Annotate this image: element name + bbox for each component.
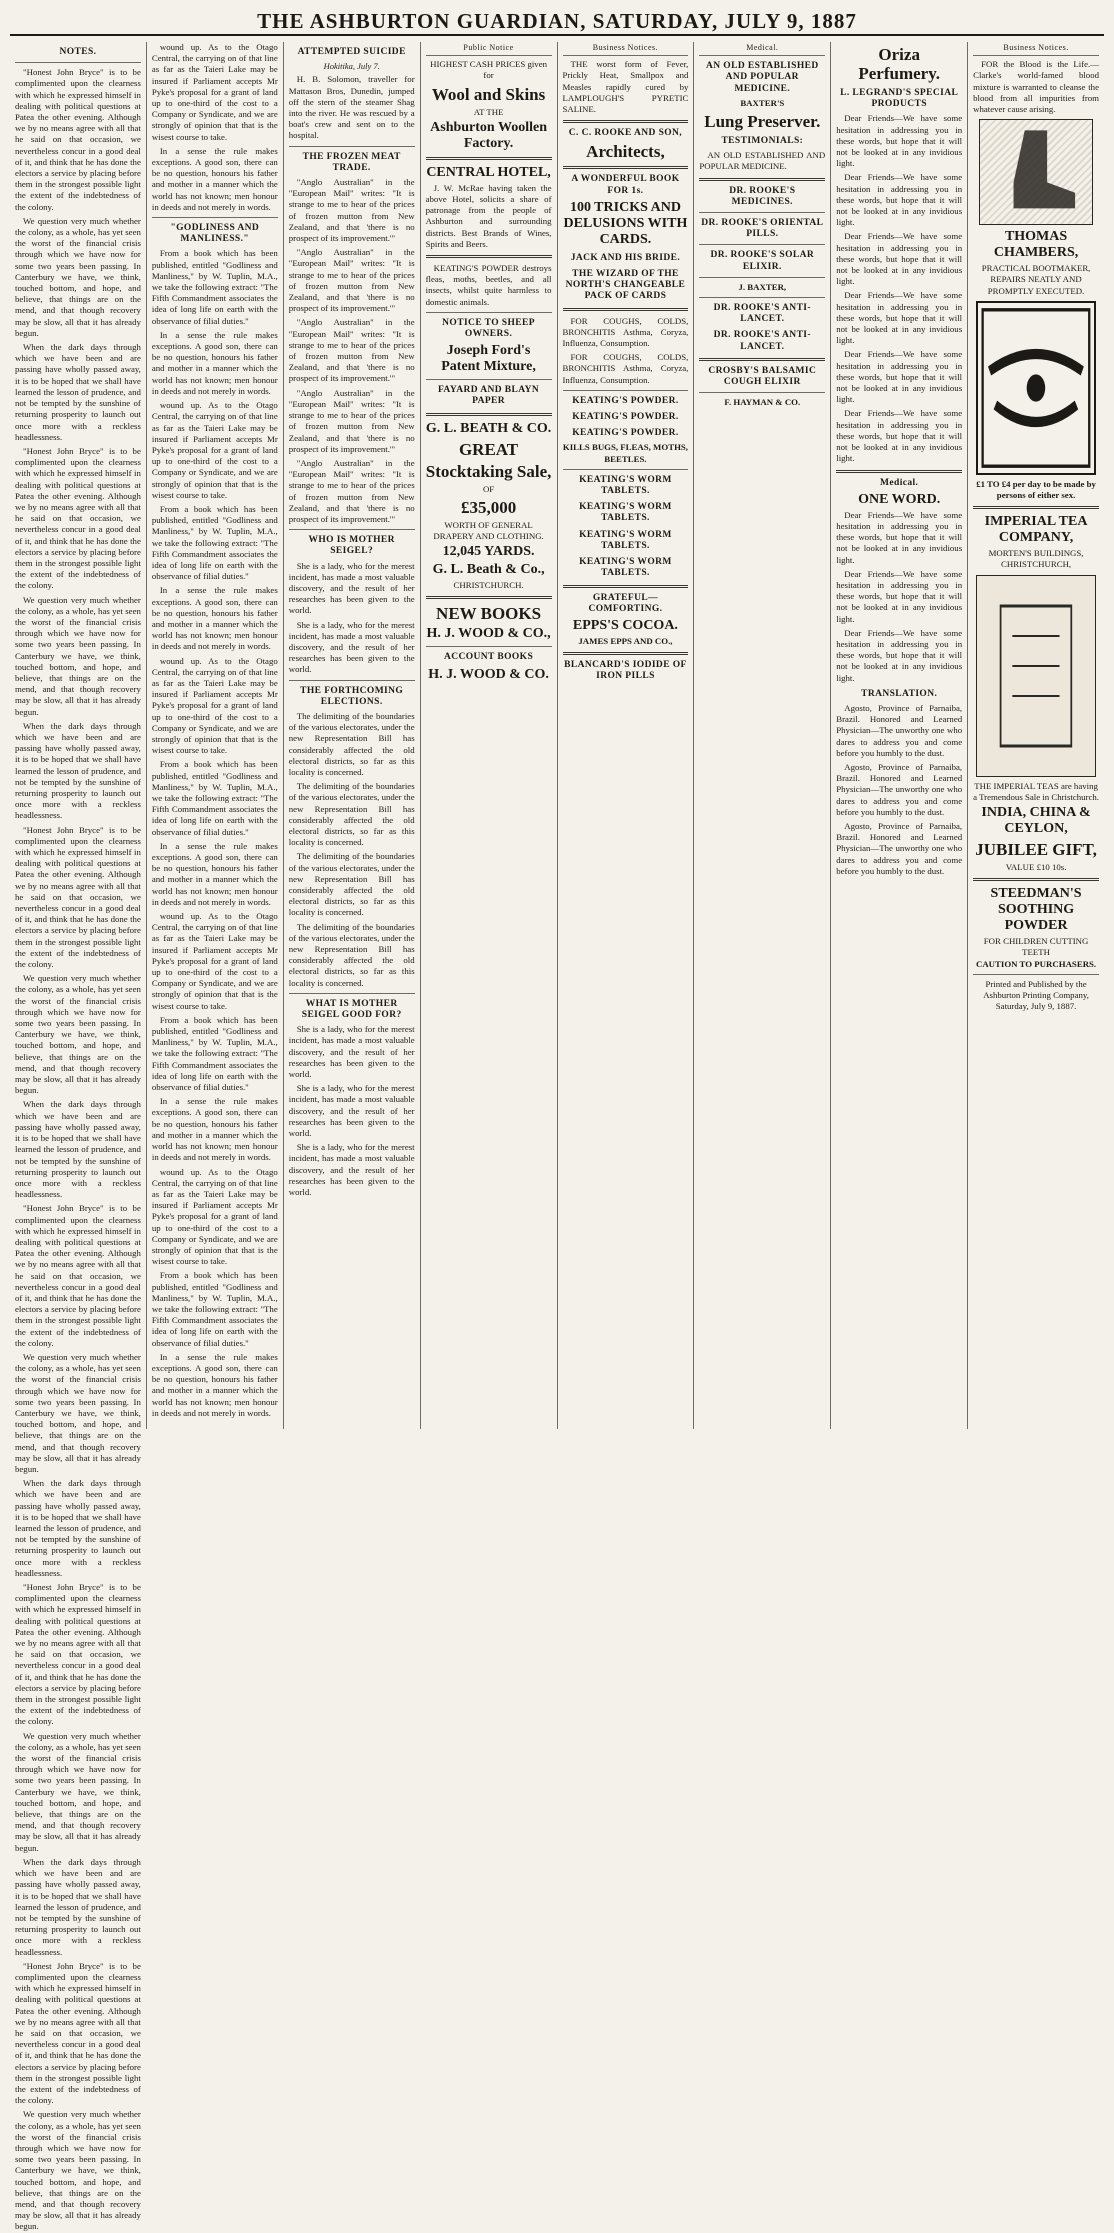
article-paragraph: She is a lady, who for the merest incident, has made a most valuable discovery, and the result of her researches has been given to the world. xyxy=(288,1142,415,1198)
ad-heading: GRATEFUL—COMFORTING. xyxy=(588,592,663,614)
ad-text: THE worst form of Fever, Prickly Heat, Smallpox and Measles rapidly cured by LAMPLOUGH'S PYRETIC SALINE. xyxy=(562,59,689,115)
article-paragraph: "Anglo Australian" in the "European Mail" writes: "It is strange to me to hear of the prices of frozen mutton from New Zealand, and that 'there is no prospect of its improvement.'" xyxy=(288,387,415,454)
ad-heading: C. C. ROOKE AND SON, xyxy=(568,128,683,139)
ad-headline: THOMAS CHAMBERS, xyxy=(993,229,1079,261)
article-paragraph: She is a lady, who for the merest incident, has made a most valuable discovery, and the result of her researches has been given to the world. xyxy=(288,1024,415,1080)
article-paragraph: From a book which has been published, entitled "Godliness and Manliness," by W. Tuplin, M.A., we take the following extract: "The Fifth Commandment associates the idea of long life on earth with the observance of filial duties." xyxy=(151,1270,278,1348)
article-paragraph: In a sense the rule makes exceptions. A good son, there can be no question, honours his father and mother in a manner which the world has not known; men honour in deeds and not merely in words. xyxy=(151,1096,278,1163)
ad-headline: JUBILEE GIFT, xyxy=(975,840,1097,860)
ad-heading: DR. ROOKE'S MEDICINES. xyxy=(729,185,796,207)
column-2 xyxy=(147,42,284,1429)
article-paragraph: "Anglo Australian" in the "European Mail" writes: "It is strange to me to hear of the prices of frozen mutton from New Zealand, and that 'there is no prospect of its improvement.'" xyxy=(288,177,415,244)
ad-heading: NOTICE TO SHEEP OWNERS. xyxy=(442,317,535,340)
article-paragraph: The delimiting of the boundaries of the various electorates, under the new Representation Bill has considerably affected the old electoral districts, so far as this locality is concerned. xyxy=(288,710,415,777)
ad-heading: TESTIMONIALS: xyxy=(721,136,804,147)
article-paragraph: wound up. As to the Otago Central, the carrying on of that line as far as the Taieri Lake may be insured if Parliament accepts Mr Pyke's proposal for a grant of land up to one-third of the cost to a Company or Syndicate, and we are strongly of opinion that that is the wisest course to take. xyxy=(151,400,278,500)
divider xyxy=(152,217,278,218)
article-paragraph: When the dark days through which we have been and are passing have wholly passed away, it is to be hoped that we shall have learned the lesson of prudence, and not be tempted by the sunshine of returning prosperity to launch out once more with a reckless headlessness. xyxy=(15,1099,141,1200)
imprint: Printed and Published by the Ashburton Printing Company, Saturday, July 9, 1887. xyxy=(983,978,1089,1012)
ad-line: F. HAYMAN & CO. xyxy=(724,397,801,408)
ad-line: OF xyxy=(482,483,495,494)
ad-heading: KEATING'S POWDER. xyxy=(572,412,679,423)
ad-heading: DR. ROOKE'S SOLAR ELIXIR. xyxy=(710,250,815,272)
ad-headline: G. L. Beath & Co., xyxy=(432,562,545,578)
trade-mark-icon xyxy=(977,576,1095,776)
article-paragraph: In a sense the rule makes exceptions. A good son, there can be no question, honours his father and mother in a manner which the world has not known; men honour in deeds and not merely in words. xyxy=(151,585,278,652)
article-paragraph: We question very much whether the colony, as a whole, has yet seen the worst of the financial crisis through which we have now for some two years been passing. In Canterbury we have, we think, touched bottom, and hope, and believe, that things are on the mend, and that though recovery may be slow, all that it has already begun. xyxy=(15,1730,141,1853)
ad-text: FOR the Blood is the Life.—Clarke's world-famed blood mixture is warranted to cleanse the blood from all impurities from whatever cause arising. xyxy=(973,59,1099,115)
ad-line: CHRISTCHURCH, xyxy=(1000,559,1072,570)
ad-heading: DR. ROOKE'S ORIENTAL PILLS. xyxy=(701,218,824,240)
divider xyxy=(289,680,415,681)
section-heading: Medical. xyxy=(880,477,919,488)
article-heading: "GODLINESS AND MANLINESS." xyxy=(170,223,260,245)
column-header: Medical. xyxy=(699,42,825,56)
section-heading: TRANSLATION. xyxy=(861,688,938,699)
article-paragraph: "Honest John Bryce" is to be complimented upon the clearness with which he expressed himself in dealing with political questions at Patea the other evening. Although we by no means agree with all that he said on that occasion, we nevertheless concur in a good deal of it, and think that he has done the electors a service by placing before them in the strongest possible light the extent of the indebtedness of the colony. xyxy=(15,67,141,212)
article-paragraph: She is a lady, who for the merest incident, has made a most valuable discovery, and the result of her researches has been given to the world. xyxy=(288,560,415,616)
divider xyxy=(563,652,689,655)
ad-headline: 100 TRICKS AND DELUSIONS WITH CARDS. xyxy=(563,199,688,247)
ad-heading: ACCOUNT BOOKS xyxy=(443,652,534,663)
ad-text: Dear Friends—We have some hesitation in addressing you in these words, but hope that it will not be looked at in any invidious light. xyxy=(836,172,963,228)
article-paragraph: The delimiting of the boundaries of the various electorates, under the new Representation Bill has considerably affected the old electoral districts, so far as this locality is concerned. xyxy=(288,921,415,988)
ad-headline: Ashburton Woollen Factory. xyxy=(430,119,547,151)
divider xyxy=(563,390,689,391)
ad-headline: INDIA, CHINA & CEYLON, xyxy=(981,805,1091,837)
article-paragraph: In a sense the rule makes exceptions. A good son, there can be no question, honours his father and mother in a manner which the world has not known; men honour in deeds and not merely in words. xyxy=(151,840,278,907)
ad-line: VALUE £10 10s. xyxy=(1005,862,1067,873)
column-4 xyxy=(421,42,558,1429)
ad-line: MORTEN'S BUILDINGS, xyxy=(988,548,1084,559)
ad-heading: KEATING'S WORM TABLETS. xyxy=(579,502,672,524)
ad-headline: G. L. BEATH & CO. xyxy=(425,420,552,436)
divider xyxy=(563,469,689,470)
watchmakers-seal xyxy=(976,301,1096,475)
article-paragraph: From a book which has been published, entitled "Godliness and Manliness," by W. Tuplin, M.A., we take the following extract: "The Fifth Commandment associates the idea of long life on earth with the observance of filial duties." xyxy=(151,1014,278,1093)
divider xyxy=(699,277,825,278)
article-heading: ATTEMPTED SUICIDE xyxy=(297,47,406,57)
ad-line: CHRISTCHURCH. xyxy=(453,580,524,591)
column-8 xyxy=(968,42,1104,1429)
article-paragraph: She is a lady, who for the merest incident, has made a most valuable discovery, and the result of her researches has been given to the world. xyxy=(288,1083,415,1139)
divider xyxy=(836,470,962,473)
article-paragraph: We question very much whether the colony, as a whole, has yet seen the worst of the financial crisis through which we have now for some two years been passing. In Canterbury we have, we think, touched bottom, and hope, and believe, that things are on the mend, and that though recovery may be slow, all that it has already begun. xyxy=(15,215,141,338)
ad-heading: DR. ROOKE'S ANTI-LANCET. xyxy=(713,303,811,325)
divider xyxy=(973,878,1099,881)
ad-headline: Joseph Ford's Patent Mixture, xyxy=(441,343,536,375)
ad-line: £1 TO £4 per day to be made by persons of either sex. xyxy=(976,478,1096,501)
article-heading: THE FORTHCOMING ELECTIONS. xyxy=(300,685,404,707)
ad-headline: £35,000 xyxy=(460,497,517,517)
ad-headline: STEEDMAN'S SOOTHING POWDER xyxy=(990,886,1082,934)
column-1 xyxy=(10,42,147,2232)
ad-line: J. BAXTER, xyxy=(738,281,787,292)
ad-heading: KEATING'S POWDER. xyxy=(572,428,679,439)
ad-headline: ONE WORD. xyxy=(858,491,941,507)
boot-icon xyxy=(980,120,1092,224)
divider xyxy=(289,146,415,147)
column-7 xyxy=(831,42,968,1429)
divider xyxy=(699,358,825,361)
ad-line: HIGHEST CASH PRICES given for xyxy=(430,59,548,81)
article-paragraph: "Honest John Bryce" is to be complimented upon the clearness with which he expressed himself in dealing with political questions at Patea the other evening. Although we by no means agree with all that he said on that occasion, we nevertheless concur in a good deal of it, and think that he has done the electors a service by placing before them in the strongest possible light the extent of the indebtedness of the colony. xyxy=(15,824,141,970)
ad-headline: Lung Preserver. xyxy=(704,112,821,132)
article-paragraph: When the dark days through which we have been and are passing have wholly passed away, it is to be hoped that we shall have learned the lesson of prudence, and not be tempted by the sunshine of returning prosperity to launch out once more with a reckless headlessness. xyxy=(15,720,141,821)
article-paragraph: "Anglo Australian" in the "European Mail" writes: "It is strange to me to hear of the prices of frozen mutton from New Zealand, and that 'there is no prospect of its improvement.'" xyxy=(288,317,415,384)
article-paragraph: When the dark days through which we have been and are passing have wholly passed away, it is to be hoped that we shall have learned the lesson of prudence, and not be tempted by the sunshine of returning prosperity to launch out once more with a reckless headlessness. xyxy=(15,1856,141,1957)
article-paragraph: wound up. As to the Otago Central, the carrying on of that line as far as the Taieri Lake may be insured if Parliament accepts Mr Pyke's proposal for a grant of land up to one-third of the cost to a Company or Syndicate, and we are strongly of opinion that that is the wisest course to take. xyxy=(151,42,278,142)
article-paragraph: "Anglo Australian" in the "European Mail" writes: "It is strange to me to hear of the prices of frozen mutton from New Zealand, and that 'there is no prospect of its improvement.'" xyxy=(288,457,415,524)
ad-text: KEATING'S POWDER destroys fleas, moths, beetles, and all insects, whilst quite harmless to domestic animals. xyxy=(425,263,552,307)
article-heading: WHO IS MOTHER SEIGEL? xyxy=(308,535,395,557)
article-paragraph: "Honest John Bryce" is to be complimented upon the clearness with which he expressed himself in dealing with political questions at Patea the other evening. Although we by no means agree with all that he said on that occasion, we nevertheless concur in a good deal of it, and think that he has done the electors a service by placing before them in the strongest possible light the extent of the indebtedness of the colony. xyxy=(15,1203,141,1348)
divider xyxy=(563,120,689,123)
divider xyxy=(973,974,1099,975)
divider xyxy=(699,297,825,298)
article-paragraph: When the dark days through which we have been and are passing have wholly passed away, it is to be hoped that we shall have learned the lesson of prudence, and not be tempted by the sunshine of returning prosperity to launch out once more with a reckless headlessness. xyxy=(15,1478,141,1578)
ad-text: Agosto, Province of Parnaiba, Brazil. Honored and Learned Physician—The unworthy one who dares to address you and come before you humbly to the dust. xyxy=(836,820,963,876)
article-paragraph: wound up. As to the Otago Central, the carrying on of that line as far as the Taieri Lake may be insured if Parliament accepts Mr Pyke's proposal for a grant of land up to one-third of the cost to a Company or Syndicate, and we are strongly of opinion that that is the wisest course to take. xyxy=(151,1166,278,1267)
masthead xyxy=(10,8,1104,36)
divider xyxy=(699,212,825,213)
ad-text: Dear Friends—We have some hesitation in addressing you in these words, but hope that it will not be looked at in any invidious light. xyxy=(836,408,963,464)
ad-line: WORTH OF GENERAL DRAPERY AND CLOTHING. xyxy=(433,519,544,542)
article-paragraph: wound up. As to the Otago Central, the carrying on of that line as far as the Taieri Lake may be insured if Parliament accepts Mr Pyke's proposal for a grant of land up to one-third of the cost to a Company or Syndicate, and we are strongly of opinion that that is the wisest course to take. xyxy=(151,911,278,1011)
ad-line: THE IMPERIAL TEAS are having a Tremendous Sale in Christchurch. xyxy=(973,780,1099,802)
ad-text: Dear Friends—We have some hesitation in addressing you in these words, but hope that it will not be looked at in any invidious light. xyxy=(836,509,963,565)
divider xyxy=(973,506,1099,509)
article-paragraph: We question very much whether the colony, as a whole, has yet seen the worst of the financial crisis through which we have now for some two years been passing. In Canterbury we have, we think, touched bottom, and hope, and believe, that things are on the mend, and that though recovery may be slow, all that it has already begun. xyxy=(15,1351,141,1474)
ad-heading: CROSBY'S BALSAMIC COUGH ELIXIR xyxy=(708,365,817,388)
divider xyxy=(289,993,415,994)
divider xyxy=(699,244,825,245)
ad-text: Dear Friends—We have some hesitation in addressing you in these words, but hope that it will not be looked at in any invidious light. xyxy=(836,290,963,346)
column-3 xyxy=(284,42,421,1429)
column-header: Public Notice xyxy=(426,42,552,56)
ad-heading: BLANCARD'S IODIDE OF IRON PILLS xyxy=(564,660,687,682)
article-paragraph: She is a lady, who for the merest incident, has made a most valuable discovery, and the result of her researches has been given to the world. xyxy=(288,619,415,675)
ad-text: Dear Friends—We have some hesitation in addressing you in these words, but hope that it will not be looked at in any invidious light. xyxy=(836,113,963,169)
divider xyxy=(563,166,689,169)
divider xyxy=(563,585,689,588)
dateline: Hokitika, July 7. xyxy=(323,61,380,72)
ad-line: PRACTICAL BOOTMAKER, xyxy=(981,263,1091,274)
divider xyxy=(426,312,552,313)
ad-text: Agosto, Province of Parnaiba, Brazil. Honored and Learned Physician—The unworthy one who dares to address you and come before you humbly to the dust. xyxy=(836,761,963,817)
article-paragraph: We question very much whether the colony, as a whole, has yet seen the worst of the financial crisis through which we have now for some two years been passing. In Canterbury we have, we think, touched bottom, and hope, and believe, that things are on the mend, and that though recovery may be slow, all that it has already begun. xyxy=(15,2109,141,2232)
divider xyxy=(426,413,552,416)
ad-heading: AN OLD ESTABLISHED AND POPULAR MEDICINE. xyxy=(706,61,819,94)
divider xyxy=(15,62,141,63)
article-heading: THE FROZEN MEAT TRADE. xyxy=(302,151,401,173)
article-paragraph: "Honest John Bryce" is to be complimented upon the clearness with which he expressed himself in dealing with political questions at Patea the other evening. Although we by no means agree with all that he said on that occasion, we nevertheless concur in a good deal of it, and think that he has done the electors a service by placing before them in the strongest possible light the extent of the indebtedness of the colony. xyxy=(15,1582,141,1727)
ad-headline: EPPS'S COCOA. xyxy=(572,617,678,633)
ad-line: AT THE xyxy=(473,106,504,117)
column-header: Business Notices. xyxy=(563,42,689,56)
ad-text: Dear Friends—We have some hesitation in addressing you in these words, but hope that it will not be looked at in any invidious light. xyxy=(836,349,963,405)
trade-mark-illustration xyxy=(976,575,1096,777)
ad-heading: KEATING'S WORM TABLETS. xyxy=(579,529,672,551)
article-paragraph: The delimiting of the boundaries of the various electorates, under the new Representation Bill has considerably affected the old electoral districts, so far as this locality is concerned. xyxy=(288,851,415,918)
ad-line: KILLS BUGS, FLEAS, MOTHS, BEETLES. xyxy=(562,442,689,464)
ad-headline: Oriza Perfumery. xyxy=(858,45,941,83)
article-paragraph: We question very much whether the colony, as a whole, has yet seen the worst of the financial crisis through which we have now for some two years been passing. In Canterbury we have, we think, touched bottom, and hope, and believe, that things are on the mend, and that though recovery may be slow, all that it has already begun. xyxy=(15,973,141,1096)
ad-line: FOR CHILDREN CUTTING TEETH xyxy=(983,936,1089,958)
ad-text: Agosto, Province of Parnaiba, Brazil. Honored and Learned Physician—The unworthy one who dares to address you and come before you humbly to the dust. xyxy=(836,702,963,758)
article-paragraph: From a book which has been published, entitled "Godliness and Manliness," by W. Tuplin, M.A., we take the following extract: "The Fifth Commandment associates the idea of long life on earth with the observance of filial duties." xyxy=(151,248,278,326)
column-6 xyxy=(694,42,831,1429)
divider xyxy=(426,255,552,258)
ad-headline: GREAT xyxy=(458,439,519,459)
ad-heading: FAYARD AND BLAYN PAPER xyxy=(437,385,540,407)
article-paragraph: From a book which has been published, entitled "Godliness and Manliness," by W. Tuplin, M.A., we take the following extract: "The Fifth Commandment associates the idea of long life on earth with the observance of filial duties." xyxy=(151,503,278,582)
ad-line: CAUTION TO PURCHASERS. xyxy=(975,958,1097,969)
ad-text: Dear Friends—We have some hesitation in addressing you in these words, but hope that it will not be looked at in any invidious light. xyxy=(836,568,963,624)
ad-text: Dear Friends—We have some hesitation in addressing you in these words, but hope that it will not be looked at in any invidious light. xyxy=(836,627,963,683)
article-paragraph: "Anglo Australian" in the "European Mail" writes: "It is strange to me to hear of the prices of frozen mutton from New Zealand, and that 'there is no prospect of its improvement.'" xyxy=(288,247,415,314)
ad-heading: KEATING'S WORM TABLETS. xyxy=(579,557,672,579)
ad-headline: H. J. WOOD & CO., xyxy=(426,626,551,642)
ad-text: Dear Friends—We have some hesitation in addressing you in these words, but hope that it will not be looked at in any invidious light. xyxy=(836,231,963,287)
boot-engraving xyxy=(979,119,1093,225)
ad-heading: THE WIZARD OF THE NORTH'S CHANGEABLE PACK OF CARDS xyxy=(565,269,686,302)
divider xyxy=(563,308,689,311)
column-header: Business Notices. xyxy=(973,42,1099,56)
ad-headline: Wool and Skins xyxy=(431,84,546,104)
article-paragraph: H. B. Solomon, traveller for Mattason Bros, Dunedin, jumped off the stern of the steamer Shag into the river. He was rescued by a boat's crew and sent on to the hospital. xyxy=(288,74,415,141)
article-paragraph: In a sense the rule makes exceptions. A good son, there can be no question, honours his father and mother in a manner which the world has not known; men honour in deeds and not merely in words. xyxy=(151,329,278,396)
article-paragraph: From a book which has been published, entitled "Godliness and Manliness," by W. Tuplin, M.A., we take the following extract: "The Fifth Commandment associates the idea of long life on earth with the observance of filial duties." xyxy=(151,759,278,837)
ad-headline: Architects, xyxy=(586,142,665,162)
divider xyxy=(426,157,552,160)
ad-heading: KEATING'S POWDER. xyxy=(572,395,679,406)
article-paragraph: When the dark days through which we have been and are passing have wholly passed away, it is to be hoped that we shall have learned the lesson of prudence, and not be tempted by the sunshine of returning prosperity to launch out once more with a reckless headlessness. xyxy=(15,342,141,442)
ad-heading: DR. ROOKE'S ANTI-LANCET. xyxy=(713,330,811,352)
article-paragraph: In a sense the rule makes exceptions. A good son, there can be no question, honours his father and mother in a manner which the world has not known; men honour in deeds and not merely in words. xyxy=(151,145,278,212)
ad-heading: JACK AND HIS BRIDE. xyxy=(570,252,681,263)
ad-text: FOR COUGHS, COLDS, BRONCHITIS Asthma, Coryza, Influenza, Consumption. xyxy=(562,352,689,385)
columns xyxy=(10,42,1104,2232)
ad-line: JAMES EPPS AND CO., xyxy=(578,635,673,646)
divider xyxy=(426,379,552,380)
ad-heading: KEATING'S WORM TABLETS. xyxy=(579,474,672,497)
ad-heading: L. LEGRAND'S SPECIAL PRODUCTS xyxy=(840,88,959,110)
divider xyxy=(699,392,825,393)
article-heading: WHAT IS MOTHER SEIGEL GOOD FOR? xyxy=(301,998,402,1021)
ad-line: BAXTER'S xyxy=(740,97,785,108)
ad-line: REPAIRS NEATLY AND PROMPTLY EXECUTED. xyxy=(987,274,1085,296)
ad-text: J. W. McRae having taken the above Hotel, solicits a share of patronage from the people of Ashburton and surrounding districts. Best Brands of Wines, Spirits and Beers. xyxy=(425,182,552,249)
ad-headline: Stocktaking Sale, xyxy=(425,461,552,481)
ad-headline: 12,045 YARDS. xyxy=(442,544,535,560)
article-paragraph: We question very much whether the colony, as a whole, has yet seen the worst of the financial crisis through which we have now for some two years been passing. In Canterbury we have, we think, touched bottom, and hope, and believe, that things are on the mend, and that though recovery may be slow, all that it has already begun. xyxy=(15,594,141,717)
divider xyxy=(699,178,825,181)
ad-headline: CENTRAL HOTEL, xyxy=(426,164,551,180)
ad-text: FOR COUGHS, COLDS, BRONCHITIS Asthma, Coryza, Influenza, Consumption. xyxy=(562,315,689,349)
article-paragraph: The delimiting of the boundaries of the various electorates, under the new Representation Bill has considerably affected the old electoral districts, so far as this locality is concerned. xyxy=(288,781,415,848)
ad-heading: A WONDERFUL BOOK FOR 1s. xyxy=(571,174,680,196)
divider xyxy=(289,529,415,530)
ad-text: AN OLD ESTABLISHED AND POPULAR MEDICINE. xyxy=(699,150,826,172)
divider xyxy=(426,646,552,647)
ad-headline: IMPERIAL TEA COMPANY, xyxy=(984,514,1088,546)
ad-headline: NEW BOOKS xyxy=(436,604,542,624)
ad-headline: H. J. WOOD & CO. xyxy=(428,666,549,682)
masthead-title: THE ASHBURTON GUARDIAN, SATURDAY, JULY 9, 1887 xyxy=(257,8,857,33)
seal-icon xyxy=(978,303,1094,473)
article-paragraph: "Honest John Bryce" is to be complimented upon the clearness with which he expressed himself in dealing with political questions at Patea the other evening. Although we by no means agree with all that he said on that occasion, we nevertheless concur in a good deal of it, and think that he has done the electors a service by placing before them in the strongest possible light the extent of the indebtedness of the colony. xyxy=(15,1960,141,2106)
column-5 xyxy=(558,42,695,1429)
notes-heading: NOTES. xyxy=(59,47,97,57)
article-paragraph: "Honest John Bryce" is to be complimented upon the clearness with which he expressed himself in dealing with political questions at Patea the other evening. Although we by no means agree with all that he said on that occasion, we nevertheless concur in a good deal of it, and think that he has done the electors a service by placing before them in the strongest possible light the extent of the indebtedness of the colony. xyxy=(15,445,141,591)
article-paragraph: In a sense the rule makes exceptions. A good son, there can be no question, honours his father and mother in a manner which the world has not known; men honour in deeds and not merely in words. xyxy=(151,1351,278,1418)
divider xyxy=(426,596,552,599)
article-paragraph: wound up. As to the Otago Central, the carrying on of that line as far as the Taieri Lake may be insured if Parliament accepts Mr Pyke's proposal for a grant of land up to one-third of the cost to a Company or Syndicate, and we are strongly of opinion that that is the wisest course to take. xyxy=(151,655,278,756)
